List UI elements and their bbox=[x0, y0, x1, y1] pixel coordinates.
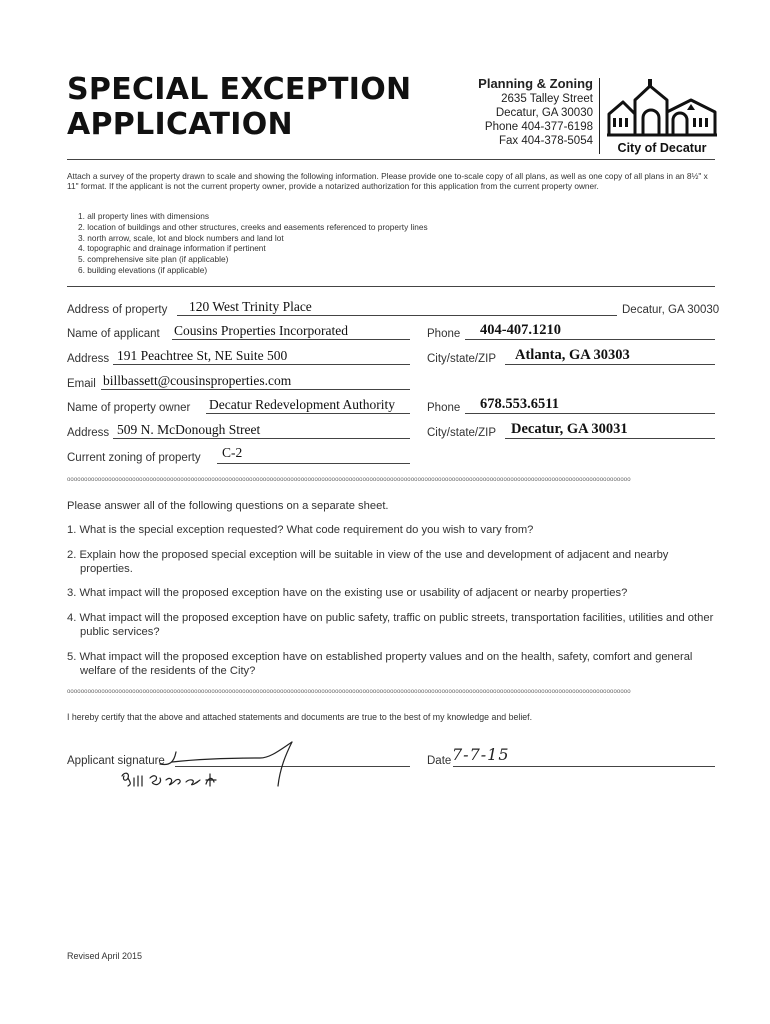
department-name: Planning & Zoning bbox=[478, 76, 593, 91]
list-item: 4. topographic and drainage information if pertinent bbox=[78, 243, 266, 254]
list-item: 5. comprehensive site plan (if applicable) bbox=[78, 254, 229, 265]
date-label: Date bbox=[427, 755, 452, 767]
form-title-line2: APPLICATION bbox=[67, 107, 293, 142]
dotted-divider: oooooooooooooooooooooooooooooooooooooooooooooooooooooooooooooooooooooooooooooooooooooooooooooooooooooooooooooooooooooooooooooooooooooooooooooooooooooooooooooooooooo bbox=[67, 689, 631, 695]
applicant-name-label: Name of applicant bbox=[67, 328, 160, 340]
handwritten-signature[interactable] bbox=[110, 738, 310, 798]
city-logo-text: City of Decatur bbox=[617, 141, 707, 155]
zoning-line bbox=[217, 463, 410, 464]
applicant-phone-line bbox=[465, 339, 715, 340]
owner-address-line bbox=[113, 438, 410, 439]
office-street: 2635 Talley Street bbox=[501, 93, 593, 105]
zoning-label: Current zoning of property bbox=[67, 452, 201, 464]
applicant-csz-line bbox=[505, 364, 715, 365]
certification-statement: I hereby certify that the above and attached statements and documents are true to the best of my knowledge and belief. bbox=[67, 712, 533, 722]
zoning-field[interactable]: C-2 bbox=[222, 445, 243, 460]
owner-name-row bbox=[67, 396, 717, 416]
date-field[interactable]: 7-7-15 bbox=[452, 745, 510, 764]
question-text: 3. What impact will the proposed exception have on the existing use or usability of adjacent or nearby properties? bbox=[67, 587, 628, 599]
email-line bbox=[101, 389, 410, 390]
applicant-name-row bbox=[67, 322, 717, 342]
question-2 bbox=[67, 548, 717, 576]
instructions-paragraph: Attach a survey of the property drawn to scale and showing the following information. Please provide one to-scale copy of all plans, as well as one copy of all plans in an 8½" x 11" format. If the applicant is not the current property owner, provide a notarized authorization for this application from the current property owner. bbox=[67, 171, 708, 192]
question-text: 4. What impact will the proposed exception have on public safety, traffic on public streets, transportation facilities, utilities and other public services? bbox=[67, 612, 714, 638]
applicant-address-label: Address bbox=[67, 353, 110, 365]
applicant-csz-field[interactable]: Atlanta, GA 30303 bbox=[515, 347, 630, 363]
office-fax: Fax 404-378-5054 bbox=[499, 135, 593, 147]
form-title-line1: SPECIAL EXCEPTION bbox=[67, 72, 412, 107]
office-city: Decatur, GA 30030 bbox=[495, 107, 593, 119]
owner-address-row bbox=[67, 421, 717, 441]
revision-note: Revised April 2015 bbox=[67, 951, 143, 961]
property-address-row bbox=[67, 298, 720, 318]
applicant-csz-label: City/state/ZIP bbox=[427, 353, 497, 365]
question-text: 1. What is the special exception requested? What code requirement do you wish to vary from? bbox=[67, 524, 534, 536]
question-text: 5. What impact will the proposed exception have on established property values and on the health, safety, comfort and general welfare of the residents of the City? bbox=[67, 651, 693, 677]
signature-label: Applicant signature bbox=[67, 755, 165, 767]
applicant-address-field[interactable]: 191 Peachtree St, NE Suite 500 bbox=[117, 348, 288, 363]
question-3 bbox=[67, 586, 717, 600]
list-item: 1. all property lines with dimensions bbox=[78, 211, 209, 221]
office-contact bbox=[478, 75, 593, 148]
owner-name-line bbox=[206, 413, 410, 414]
list-item: 3. north arrow, scale, lot and block numbers and land lot bbox=[78, 232, 284, 243]
owner-name-field[interactable]: Decatur Redevelopment Authority bbox=[209, 397, 395, 412]
property-address-field[interactable]: 120 West Trinity Place bbox=[189, 299, 312, 314]
question-1 bbox=[67, 523, 717, 537]
header-divider bbox=[599, 78, 600, 154]
property-address-line bbox=[177, 315, 617, 316]
property-address-city: Decatur, GA 30030 bbox=[622, 304, 720, 316]
applicant-phone-field[interactable]: 404-407.1210 bbox=[480, 322, 561, 338]
zoning-row bbox=[67, 446, 717, 466]
header-rule bbox=[67, 159, 715, 160]
applicant-name-line bbox=[172, 339, 410, 340]
applicant-address-row bbox=[67, 347, 717, 367]
question-5 bbox=[67, 650, 717, 678]
owner-csz-field[interactable]: Decatur, GA 30031 bbox=[511, 421, 628, 437]
owner-csz-line bbox=[505, 438, 715, 439]
questions-intro: Please answer all of the following questions on a separate sheet. bbox=[67, 500, 389, 512]
owner-address-label: Address bbox=[67, 427, 110, 439]
question-4 bbox=[67, 611, 717, 639]
email-field[interactable]: billbassett@cousinsproperties.com bbox=[103, 373, 292, 388]
owner-phone-line bbox=[465, 413, 715, 414]
office-phone: Phone 404-377-6198 bbox=[484, 121, 593, 133]
property-address-label: Address of property bbox=[67, 304, 168, 316]
applicant-phone-label: Phone bbox=[427, 328, 461, 340]
section-rule bbox=[67, 286, 715, 287]
owner-csz-label: City/state/ZIP bbox=[427, 427, 497, 439]
applicant-address-line bbox=[113, 364, 410, 365]
list-item: 6. building elevations (if applicable) bbox=[78, 264, 208, 275]
owner-phone-label: Phone bbox=[427, 402, 461, 414]
form-title bbox=[67, 72, 411, 142]
email-label: Email bbox=[67, 378, 96, 390]
owner-address-field[interactable]: 509 N. McDonough Street bbox=[117, 422, 261, 437]
owner-phone-field[interactable]: 678.553.6511 bbox=[480, 396, 559, 412]
owner-name-label: Name of property owner bbox=[67, 402, 191, 414]
dotted-divider: oooooooooooooooooooooooooooooooooooooooooooooooooooooooooooooooooooooooooooooooooooooooooooooooooooooooooooooooooooooooooooooooooooooooooooooooooooooooooooooooooooo bbox=[67, 477, 631, 483]
list-item: 2. location of buildings and other structures, creeks and easements referenced to property lines bbox=[78, 221, 428, 232]
date-line bbox=[453, 766, 715, 767]
applicant-name-field[interactable]: Cousins Properties Incorporated bbox=[174, 323, 348, 338]
requirements-list bbox=[78, 211, 428, 276]
email-row bbox=[67, 372, 717, 392]
question-text: 2. Explain how the proposed special exception will be suitable in view of the use and development of adjacent and nearby properties. bbox=[67, 549, 669, 575]
